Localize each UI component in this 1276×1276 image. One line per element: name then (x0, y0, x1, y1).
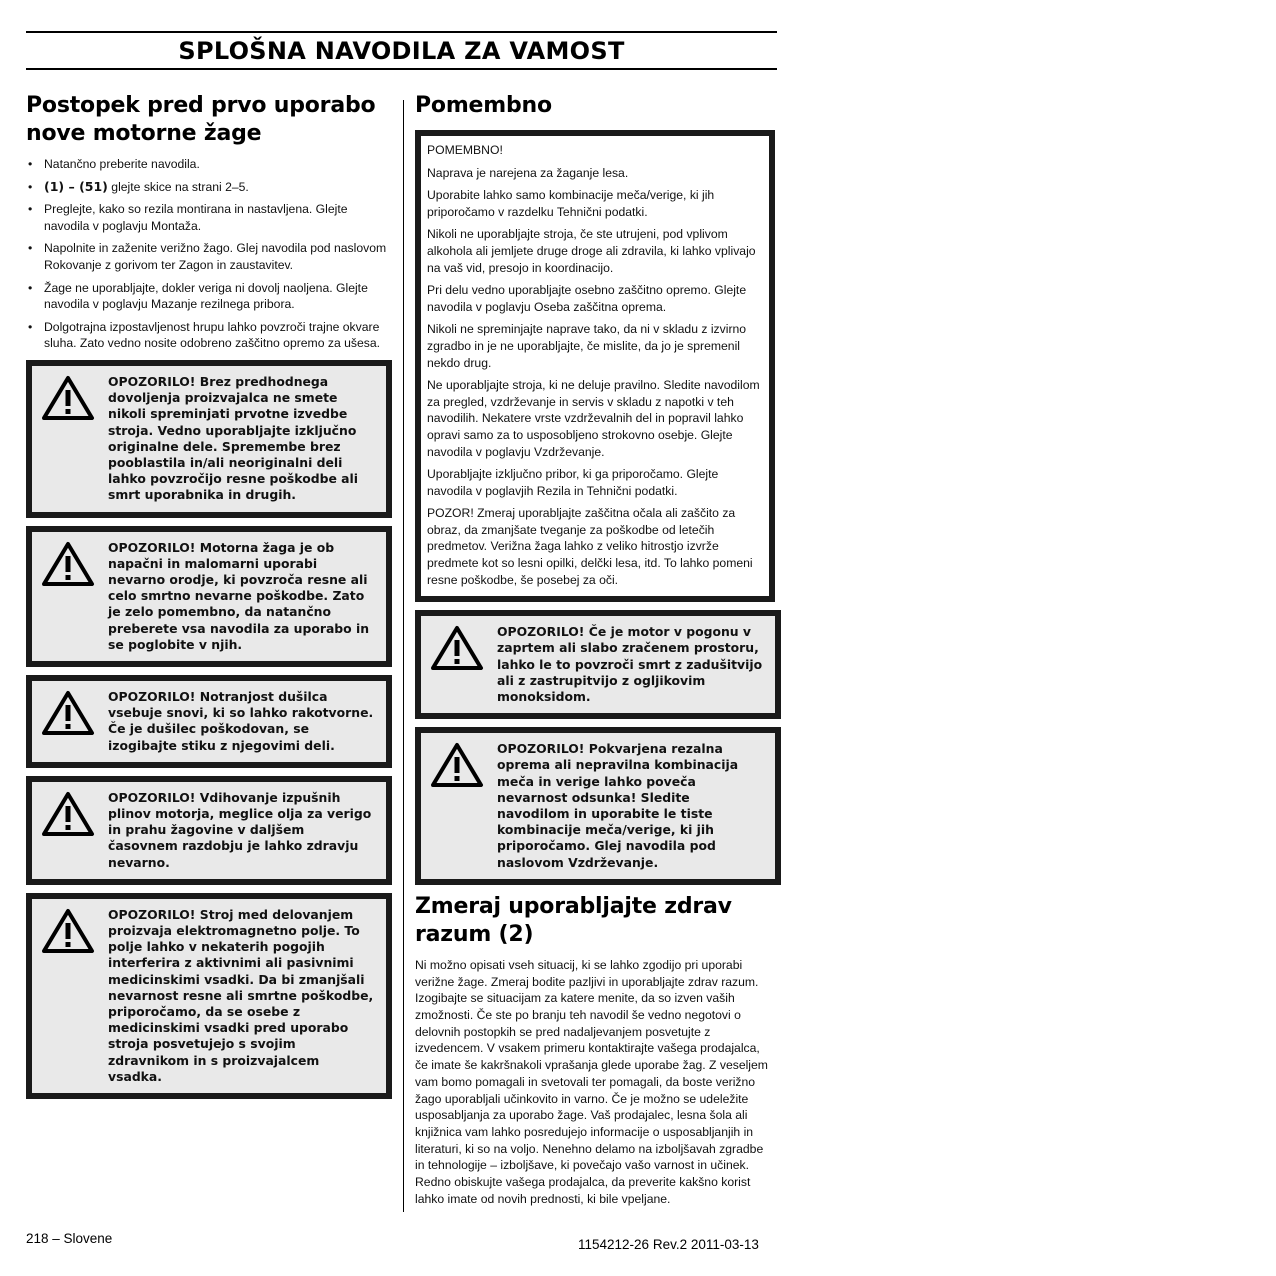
warning-triangle-icon (40, 907, 96, 955)
warning-box (26, 526, 392, 667)
document-revision: 1154212-26 Rev.2 2011-03-13 (578, 1237, 759, 1252)
important-item: Nikoli ne uporabljajte stroja, če ste utrujeni, pod vplivom alkohola ali jemljete druge droge ali zdravila, ki lahko vplivajo na vaš vid, presojo in koordinacijo. (427, 227, 756, 275)
warning-text: OPOZORILO! Motorna žaga je ob napačni in malomarni uporabi nevarno orodje, ki povzroča resne ali celo smrtno nevarne poškodbe. Zato je zelo pomembno, da natančno preberete vsa navodila za uporabo in se poglobite v njih. (108, 539, 370, 652)
warning-triangle-icon (40, 540, 96, 588)
list-item: • Žage ne uporabljajte, dokler veriga ni dovolj naoljena. Glejte navodila v poglavju Mazanje rezilnega pribora. (28, 280, 368, 312)
warning-triangle-icon (429, 624, 485, 672)
common-sense-paragraph: Ni možno opisati vseh situacij, ki se lahko zgodijo pri uporabi verižne žage. Zmeraj bodite pazljivi in uporabljajte zdrav razum. Izogibajte se situacijam za katere menite, da so izven vaših zmožnosti. Če ste po branju teh navodil še vedno negotovi o delovnih postopkih se pred nadaljevanjem posvetujte z izvedencem. V vsakem primeru kontaktirajte vašega prodajalca, če imate še kakršnakoli vprašanja glede uporabe žag. Z veseljem vam bomo pomagali in svetovali ter pomagali, da boste verižno žago uporabljali učinkovito in varno. Če je možno se udeležite usposabljanja za uporabo žage. Vaš prodajalec, lesna šola ali knjižnica vam lahko posredujejo informacije o usposabljanjih in literaturi, ki so na voljo. Nenehno delamo na izboljšavah zgradbe in tehnologije – izboljšave, ki povečajo vašo varnost in učinek. Redno obiskujte vašega prodajalca, da preverite kakšno korist lahko imate od novih prednosti, ki bile vpeljane. (415, 957, 768, 1206)
list-item: • Natančno preberite navodila. (28, 157, 200, 171)
section-heading-important: Pomembno (415, 93, 552, 118)
important-item: Uporabljajte izključno pribor, ki ga priporočamo. Glejte navodila v poglavjih Rezila in Tehnični podatki. (427, 467, 719, 498)
warning-box (26, 776, 392, 885)
page-title: SPLOŠNA NAVODILA ZA VAMOST (178, 37, 625, 65)
important-item: Nikoli ne spreminjajte naprave tako, da ni v skladu z izvirno zgradbo in je ne uporabljajte, če mislite, da jo je spremenil nekdo drug. (427, 322, 747, 370)
right-column (415, 92, 781, 1207)
warning-text: OPOZORILO! Vdihovanje izpušnih plinov motorja, meglice olja za verigo in prahu žagovine v daljšem časovnem razdobju je lahko zdravju nevarno. (108, 789, 372, 870)
section-heading-common-sense: Zmeraj uporabljajte zdrav razum (2) (415, 893, 732, 947)
section-heading-first-use: Postopek pred prvo uporabo nove motorne žage (26, 93, 376, 146)
important-item: Pri delu vedno uporabljajte osebno zaščitno opremo. Glejte navodila v poglavju Oseba zaščitna oprema. (427, 283, 747, 314)
warning-text: OPOZORILO! Stroj med delovanjem proizvaja elektromagnetno polje. To polje lahko v nekaterih pogojih interferira z aktivnimi ali pasivnimi medicinskimi vsadki. Da bi zmanjšali nevarnost resne ali smrtne poškodbe, priporočamo, da se osebe z medicinskimi vsadki pred uporabo stroja posvetujejo s svojim zdravnikom in s proizvajalcem vsadka. (108, 906, 374, 1084)
important-item: Naprava je narejena za žaganje lesa. (427, 165, 629, 180)
warning-text: OPOZORILO! Pokvarjena rezalna oprema ali nepravilna kombinacija meča in verige lahko poveča nevarnost odsunka! Sledite navodilom in uporabite le tiste kombinacije meča/verige, ki jih priporočamo. Glej navodila pod naslovom Vzdrževanje. (497, 741, 739, 870)
important-item: Ne uporabljajte stroja, ki ne deluje pravilno. Sledite navodilom za pregled, vzdrževanje in servis v skladu z napotki v teh navodilih. Nekatere vrste vzdrževalnih del in popravil lahko opravi samo za to usposobljeno strokovno osebje. Glejte navodila v poglavju Vzdrževanje. (427, 378, 760, 459)
warning-box (26, 360, 392, 518)
page-number: 218 – Slovene (26, 1231, 113, 1246)
important-box (415, 130, 775, 602)
list-item: • Dolgotrajna izpostavljenost hrupu lahko povzroči trajne okvare sluha. Zato vedno nosite odobreno zaščitno opremo za ušesa. (28, 319, 381, 351)
warning-triangle-icon (40, 374, 96, 422)
list-item: • (1) – (51) glejte skice na strani 2–5. (28, 178, 249, 194)
warning-text: OPOZORILO! Če je motor v pogonu v zaprtem ali slabo zračenem prostoru, lahko le to povzroči smrt z zadušitvijo ali z zastrupitvijo z ogljikovim monoksidom. (497, 624, 763, 705)
first-use-list (26, 156, 392, 352)
warning-box (415, 727, 781, 885)
warning-box (415, 610, 781, 719)
warning-text: OPOZORILO! Brez predhodnega dovoljenja proizvajalca ne smete nikoli spreminjati prvotne izvedbe stroja. Vedno uporabljajte izključno originalne dele. Spremembe brez pooblastila in/ali neoriginalni deli lahko povzročijo resne poškodbe ali smrt uporabnika in drugih. (108, 373, 359, 503)
warning-triangle-icon (429, 741, 485, 789)
warning-text: OPOZORILO! Notranjost dušilca vsebuje snovi, ki so lahko rakotvorne. Če je dušilec poškodovan, se izogibajte stiku z njegovimi deli. (108, 688, 374, 753)
page-header (26, 31, 777, 70)
warning-triangle-icon (40, 790, 96, 838)
warning-triangle-icon (40, 689, 96, 737)
column-divider (403, 100, 404, 1212)
important-item: Uporabite lahko samo kombinacije meča/verige, ki jih priporočamo v razdelku Tehnični podatki. (427, 188, 715, 219)
left-column (26, 92, 392, 1107)
warning-box (26, 675, 392, 768)
important-label: POMEMBNO! (427, 143, 503, 157)
warning-box (26, 893, 392, 1099)
important-item: POZOR! Zmeraj uporabljajte zaščitna očala ali zaščito za obraz, da zmanjšate tveganje za poškodbe od letečih predmetov. Verižna žaga lahko z veliko hitrostjo izvrže predmete kot so lesni opilki, delčki lesa, itd. To lahko pomeni resne poškodbe, še posebej za oči. (427, 506, 753, 587)
list-item: • Napolnite in zaženite verižno žago. Glej navodila pod naslovom Rokovanje z gorivom ter Zagon in zaustavitev. (28, 241, 387, 272)
list-item: • Preglejte, kako so rezila montirana in nastavljena. Glejte navodila v poglavju Montaža. (28, 202, 348, 233)
